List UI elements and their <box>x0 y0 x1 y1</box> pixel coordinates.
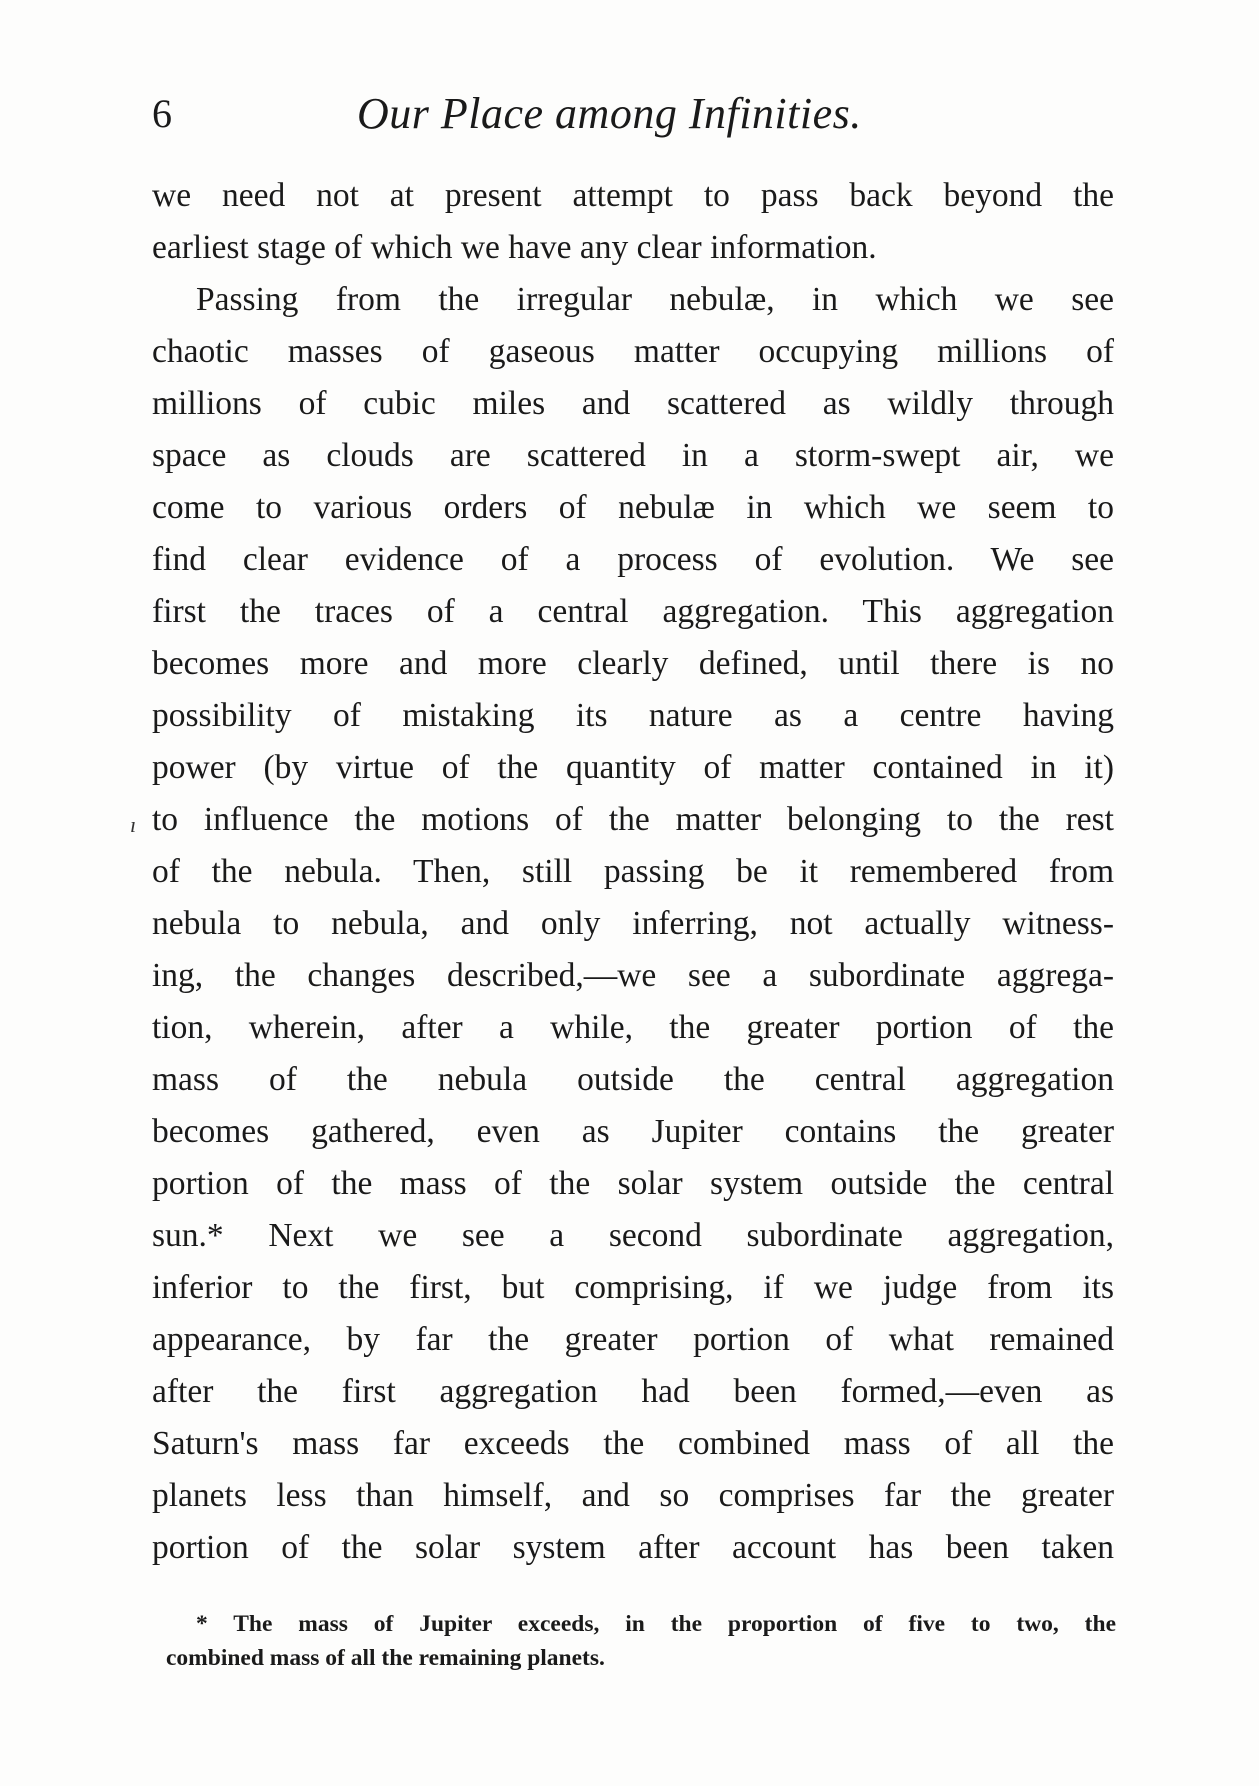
page-header <box>152 84 1112 144</box>
text-line: first the traces of a central aggregation. This aggregation <box>152 593 1114 630</box>
text-line: of the nebula. Then, still passing be it remembered from <box>152 853 1114 890</box>
text-line: come to various orders of nebulæ in which we seem to <box>152 489 1114 526</box>
text-line: Passing from the irregular nebulæ, in which we see <box>196 281 1114 318</box>
text-line: power (by virtue of the quantity of matter contained in it) <box>152 749 1114 786</box>
text-line: Saturn's mass far exceeds the combined mass of all the <box>152 1425 1114 1462</box>
text-line: mass of the nebula outside the central aggregation <box>152 1061 1114 1098</box>
text-line: portion of the mass of the solar system outside the central <box>152 1165 1114 1202</box>
text-line: sun.* Next we see a second subordinate aggregation, <box>152 1217 1114 1254</box>
text-line: becomes more and more clearly defined, until there is no <box>152 645 1114 682</box>
text-line: tion, wherein, after a while, the greater portion of the <box>152 1009 1114 1046</box>
running-title: Our Place among Infinities. <box>357 89 862 138</box>
footnote-line: * The mass of Jupiter exceeds, in the proportion of five to two, the <box>196 1611 1116 1637</box>
margin-mark: ı <box>130 812 137 837</box>
text-line: planets less than himself, and so comprises far the greater <box>152 1477 1114 1514</box>
text-line: we need not at present attempt to pass back beyond the <box>152 177 1114 214</box>
text-line: earliest stage of which we have any clear information. <box>152 229 877 266</box>
text-line: appearance, by far the greater portion of what remained <box>152 1321 1114 1358</box>
footnote-line: combined mass of all the remaining planets. <box>166 1645 605 1671</box>
text-line: becomes gathered, even as Jupiter contains the greater <box>152 1113 1114 1150</box>
text-line: find clear evidence of a process of evolution. We see <box>152 541 1114 578</box>
text-line: space as clouds are scattered in a storm-swept air, we <box>152 437 1114 474</box>
body-text <box>152 170 1114 1574</box>
text-line: chaotic masses of gaseous matter occupying millions of <box>152 333 1114 370</box>
text-line: portion of the solar system after account has been taken <box>152 1529 1114 1566</box>
text-line: possibility of mistaking its nature as a centre having <box>152 697 1114 734</box>
text-line: millions of cubic miles and scattered as wildly through <box>152 385 1114 422</box>
text-line: to influence the motions of the matter belonging to the rest <box>152 801 1114 838</box>
page-number: 6 <box>152 91 172 136</box>
footnote <box>166 1607 1116 1675</box>
text-line: nebula to nebula, and only inferring, not actually witness- <box>152 905 1114 942</box>
text-line: inferior to the first, but comprising, if we judge from its <box>152 1269 1114 1306</box>
text-line: after the first aggregation had been formed,—even as <box>152 1373 1114 1410</box>
text-line: ing, the changes described,—we see a subordinate aggrega- <box>152 957 1114 994</box>
